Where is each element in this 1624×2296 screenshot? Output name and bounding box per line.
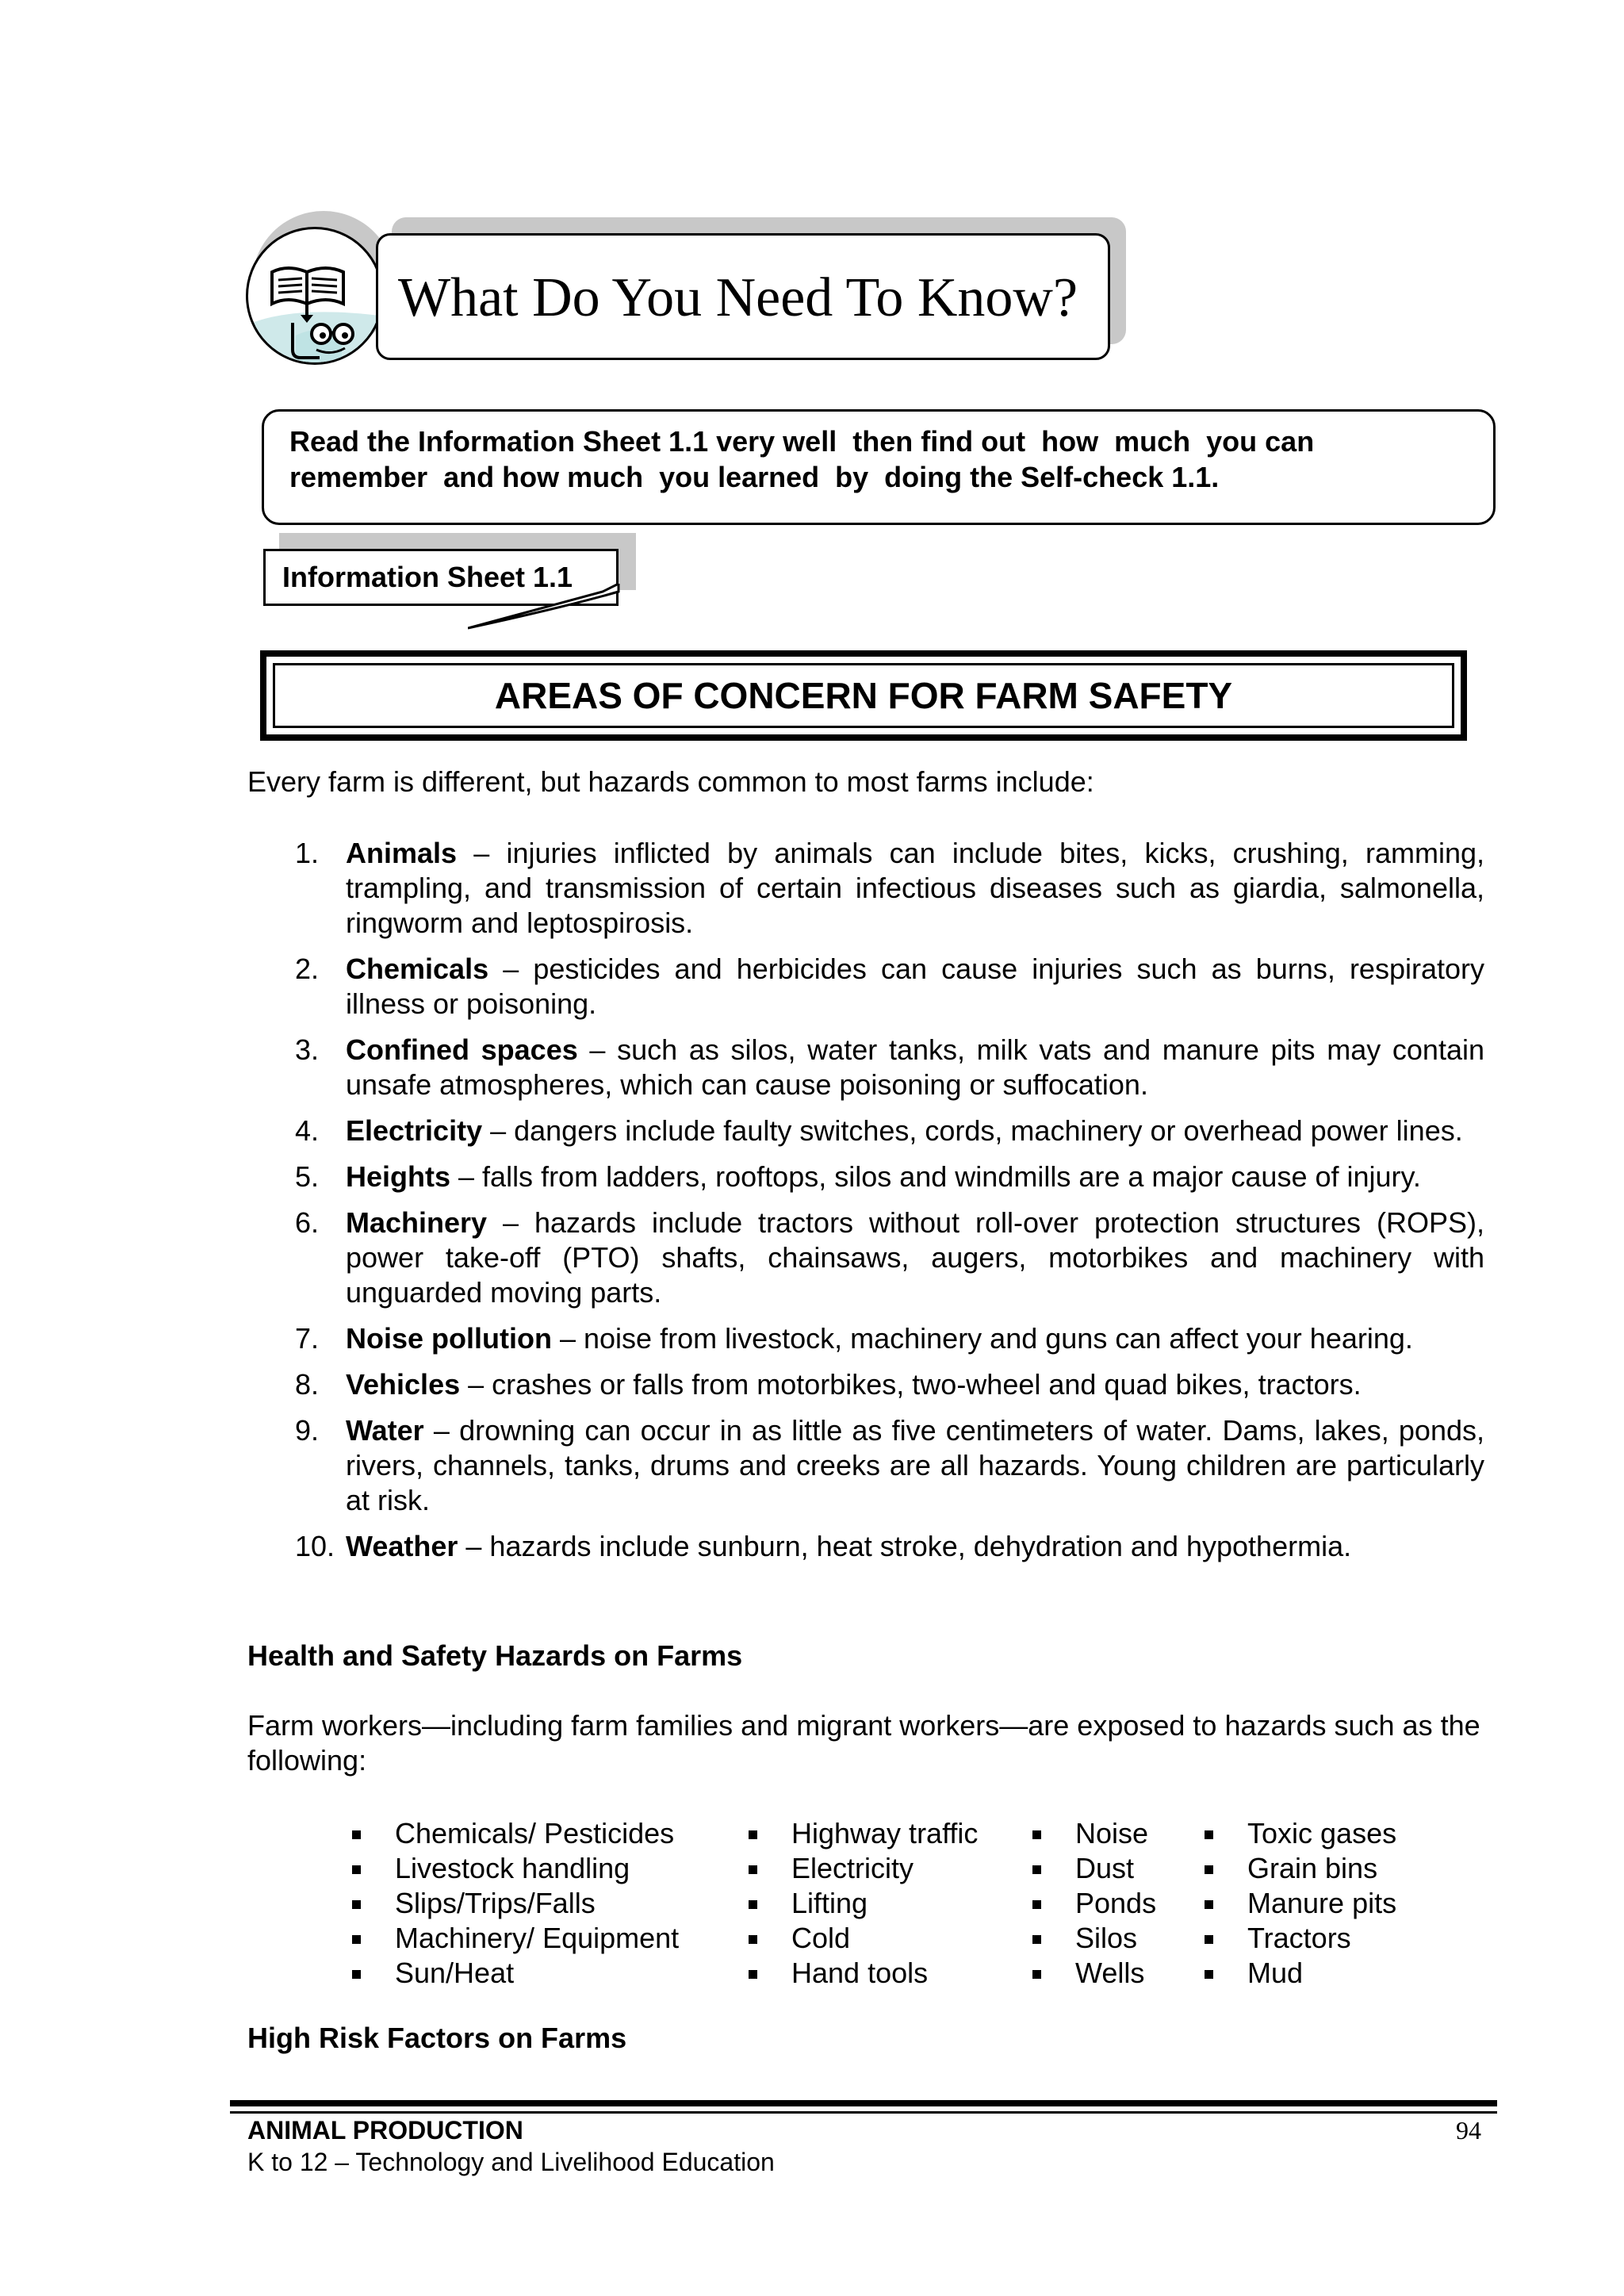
instruction-text (289, 424, 1479, 495)
hazard-number: 9. (295, 1414, 320, 1447)
page-fold-icon (468, 584, 626, 630)
hazard-column-2 (742, 1816, 978, 1991)
hazard-description: – injuries inflicted by animals can include bites, kicks, crushing, ramming, trampling, and transmission of certain infectious diseases such as giardia, salmonella, ringworm and leptospirosis. (346, 837, 1484, 939)
bullet-item: Mud (1198, 1956, 1396, 1991)
hazard-number: 10. (295, 1530, 335, 1562)
hazard-item (295, 1205, 1484, 1310)
bullet-item: Hand tools (742, 1956, 978, 1991)
hazard-number: 5. (295, 1160, 320, 1193)
hazard-description: – pesticides and herbicides can cause injuries such as burns, respiratory illness or poisoning. (346, 953, 1484, 1020)
hazard-list (295, 836, 1484, 1575)
hazard-column-1 (346, 1816, 679, 1991)
hazard-number: 7. (295, 1322, 320, 1355)
hazard-description: – hazards include tractors without roll-over protection structures (ROPS), power take-off (PTO) shafts, chainsaws, augers, motorbikes and machinery with unguarded moving parts. (346, 1206, 1484, 1309)
hazard-item (295, 1114, 1484, 1148)
instruction-line-2: remember and how much you learned by doing the Self-check 1.1. (289, 461, 1220, 493)
bullet-item: Silos (1026, 1921, 1156, 1956)
health-safety-heading: Health and Safety Hazards on Farms (247, 1639, 743, 1672)
hazard-number: 8. (295, 1368, 320, 1401)
hazard-description: – dangers include faulty switches, cords, machinery or overhead power lines. (482, 1114, 1463, 1147)
hazard-description: – crashes or falls from motorbikes, two-wheel and quad bikes, tractors. (460, 1368, 1362, 1401)
hazard-description: – such as silos, water tanks, milk vats and manure pits may contain unsafe atmospheres, which can cause poisoning or suffocation. (346, 1033, 1484, 1101)
hazard-item (295, 836, 1484, 941)
hazard-item (295, 952, 1484, 1022)
hazard-item (295, 1367, 1484, 1402)
hazard-description: – hazards include sunburn, heat stroke, dehydration and hypothermia. (458, 1530, 1352, 1562)
bullet-item: Manure pits (1198, 1886, 1396, 1921)
hazard-number: 1. (295, 837, 320, 869)
bullet-item: Grain bins (1198, 1851, 1396, 1886)
hazard-item (295, 1159, 1484, 1194)
hazard-term: Noise pollution (346, 1322, 552, 1355)
footer-rule-thin (230, 2111, 1497, 2114)
workers-paragraph: Farm workers—including farm families and migrant workers—are exposed to hazards such as the following: (247, 1709, 1480, 1777)
risk-factors-heading: High Risk Factors on Farms (247, 2022, 627, 2054)
bullet-item: Slips/Trips/Falls (346, 1886, 679, 1921)
info-sheet-label: Information Sheet 1.1 (282, 561, 573, 593)
section-title: AREAS OF CONCERN FOR FARM SAFETY (494, 675, 1233, 716)
intro-paragraph: Every farm is different, but hazards common to most farms include: (247, 765, 1094, 798)
page-number: 94 (1456, 2116, 1481, 2145)
hazard-item (295, 1321, 1484, 1356)
bullet-item: Noise (1026, 1816, 1156, 1851)
footer-rule-thick (230, 2100, 1497, 2106)
hazard-description: – drowning can occur in as little as five centimeters of water. Dams, lakes, ponds, rivers, channels, tanks, drums and creeks are all hazards. Young children are particularly at risk. (346, 1414, 1484, 1516)
hazard-term: Machinery (346, 1206, 488, 1239)
hazard-term: Animals (346, 837, 458, 869)
reading-person-icon (248, 229, 384, 365)
bullet-item: Machinery/ Equipment (346, 1921, 679, 1956)
hazard-number: 2. (295, 953, 320, 985)
bullet-item: Toxic gases (1198, 1816, 1396, 1851)
bullet-item: Livestock handling (346, 1851, 679, 1886)
hazard-number: 6. (295, 1206, 320, 1239)
bullet-item: Chemicals/ Pesticides (346, 1816, 679, 1851)
bullet-item: Highway traffic (742, 1816, 978, 1851)
bullet-item: Cold (742, 1921, 978, 1956)
hazard-term: Water (346, 1414, 424, 1447)
hazard-description: – falls from ladders, rooftops, silos and windmills are a major cause of injury. (450, 1160, 1421, 1193)
hazard-term: Heights (346, 1160, 451, 1193)
page-title: What Do You Need To Know? (398, 267, 1078, 328)
instruction-line-1: Read the Information Sheet 1.1 very well then find out how much you can (289, 425, 1315, 458)
hazard-item (295, 1413, 1484, 1518)
footer-subtitle: K to 12 – Technology and Livelihood Education (247, 2148, 775, 2176)
hazard-description: – noise from livestock, machinery and guns can affect your hearing. (551, 1322, 1413, 1355)
hazard-item (295, 1033, 1484, 1102)
bullet-item: Dust (1026, 1851, 1156, 1886)
bullet-item: Wells (1026, 1956, 1156, 1991)
hazard-column-3 (1026, 1816, 1156, 1991)
hazard-term: Confined spaces (346, 1033, 578, 1066)
bullet-item: Tractors (1198, 1921, 1396, 1956)
hazard-term: Vehicles (346, 1368, 461, 1401)
bullet-item: Sun/Heat (346, 1956, 679, 1991)
hazard-term: Chemicals (346, 953, 489, 985)
footer-title: ANIMAL PRODUCTION (247, 2116, 523, 2145)
bullet-item: Lifting (742, 1886, 978, 1921)
hazard-number: 3. (295, 1033, 320, 1066)
bullet-item: Ponds (1026, 1886, 1156, 1921)
hazard-term: Weather (346, 1530, 458, 1562)
header-circle (246, 227, 384, 365)
hazard-term: Electricity (346, 1114, 483, 1147)
hazard-column-4 (1198, 1816, 1396, 1991)
hazard-number: 4. (295, 1114, 320, 1147)
hazard-item (295, 1529, 1484, 1564)
bullet-item: Electricity (742, 1851, 978, 1886)
